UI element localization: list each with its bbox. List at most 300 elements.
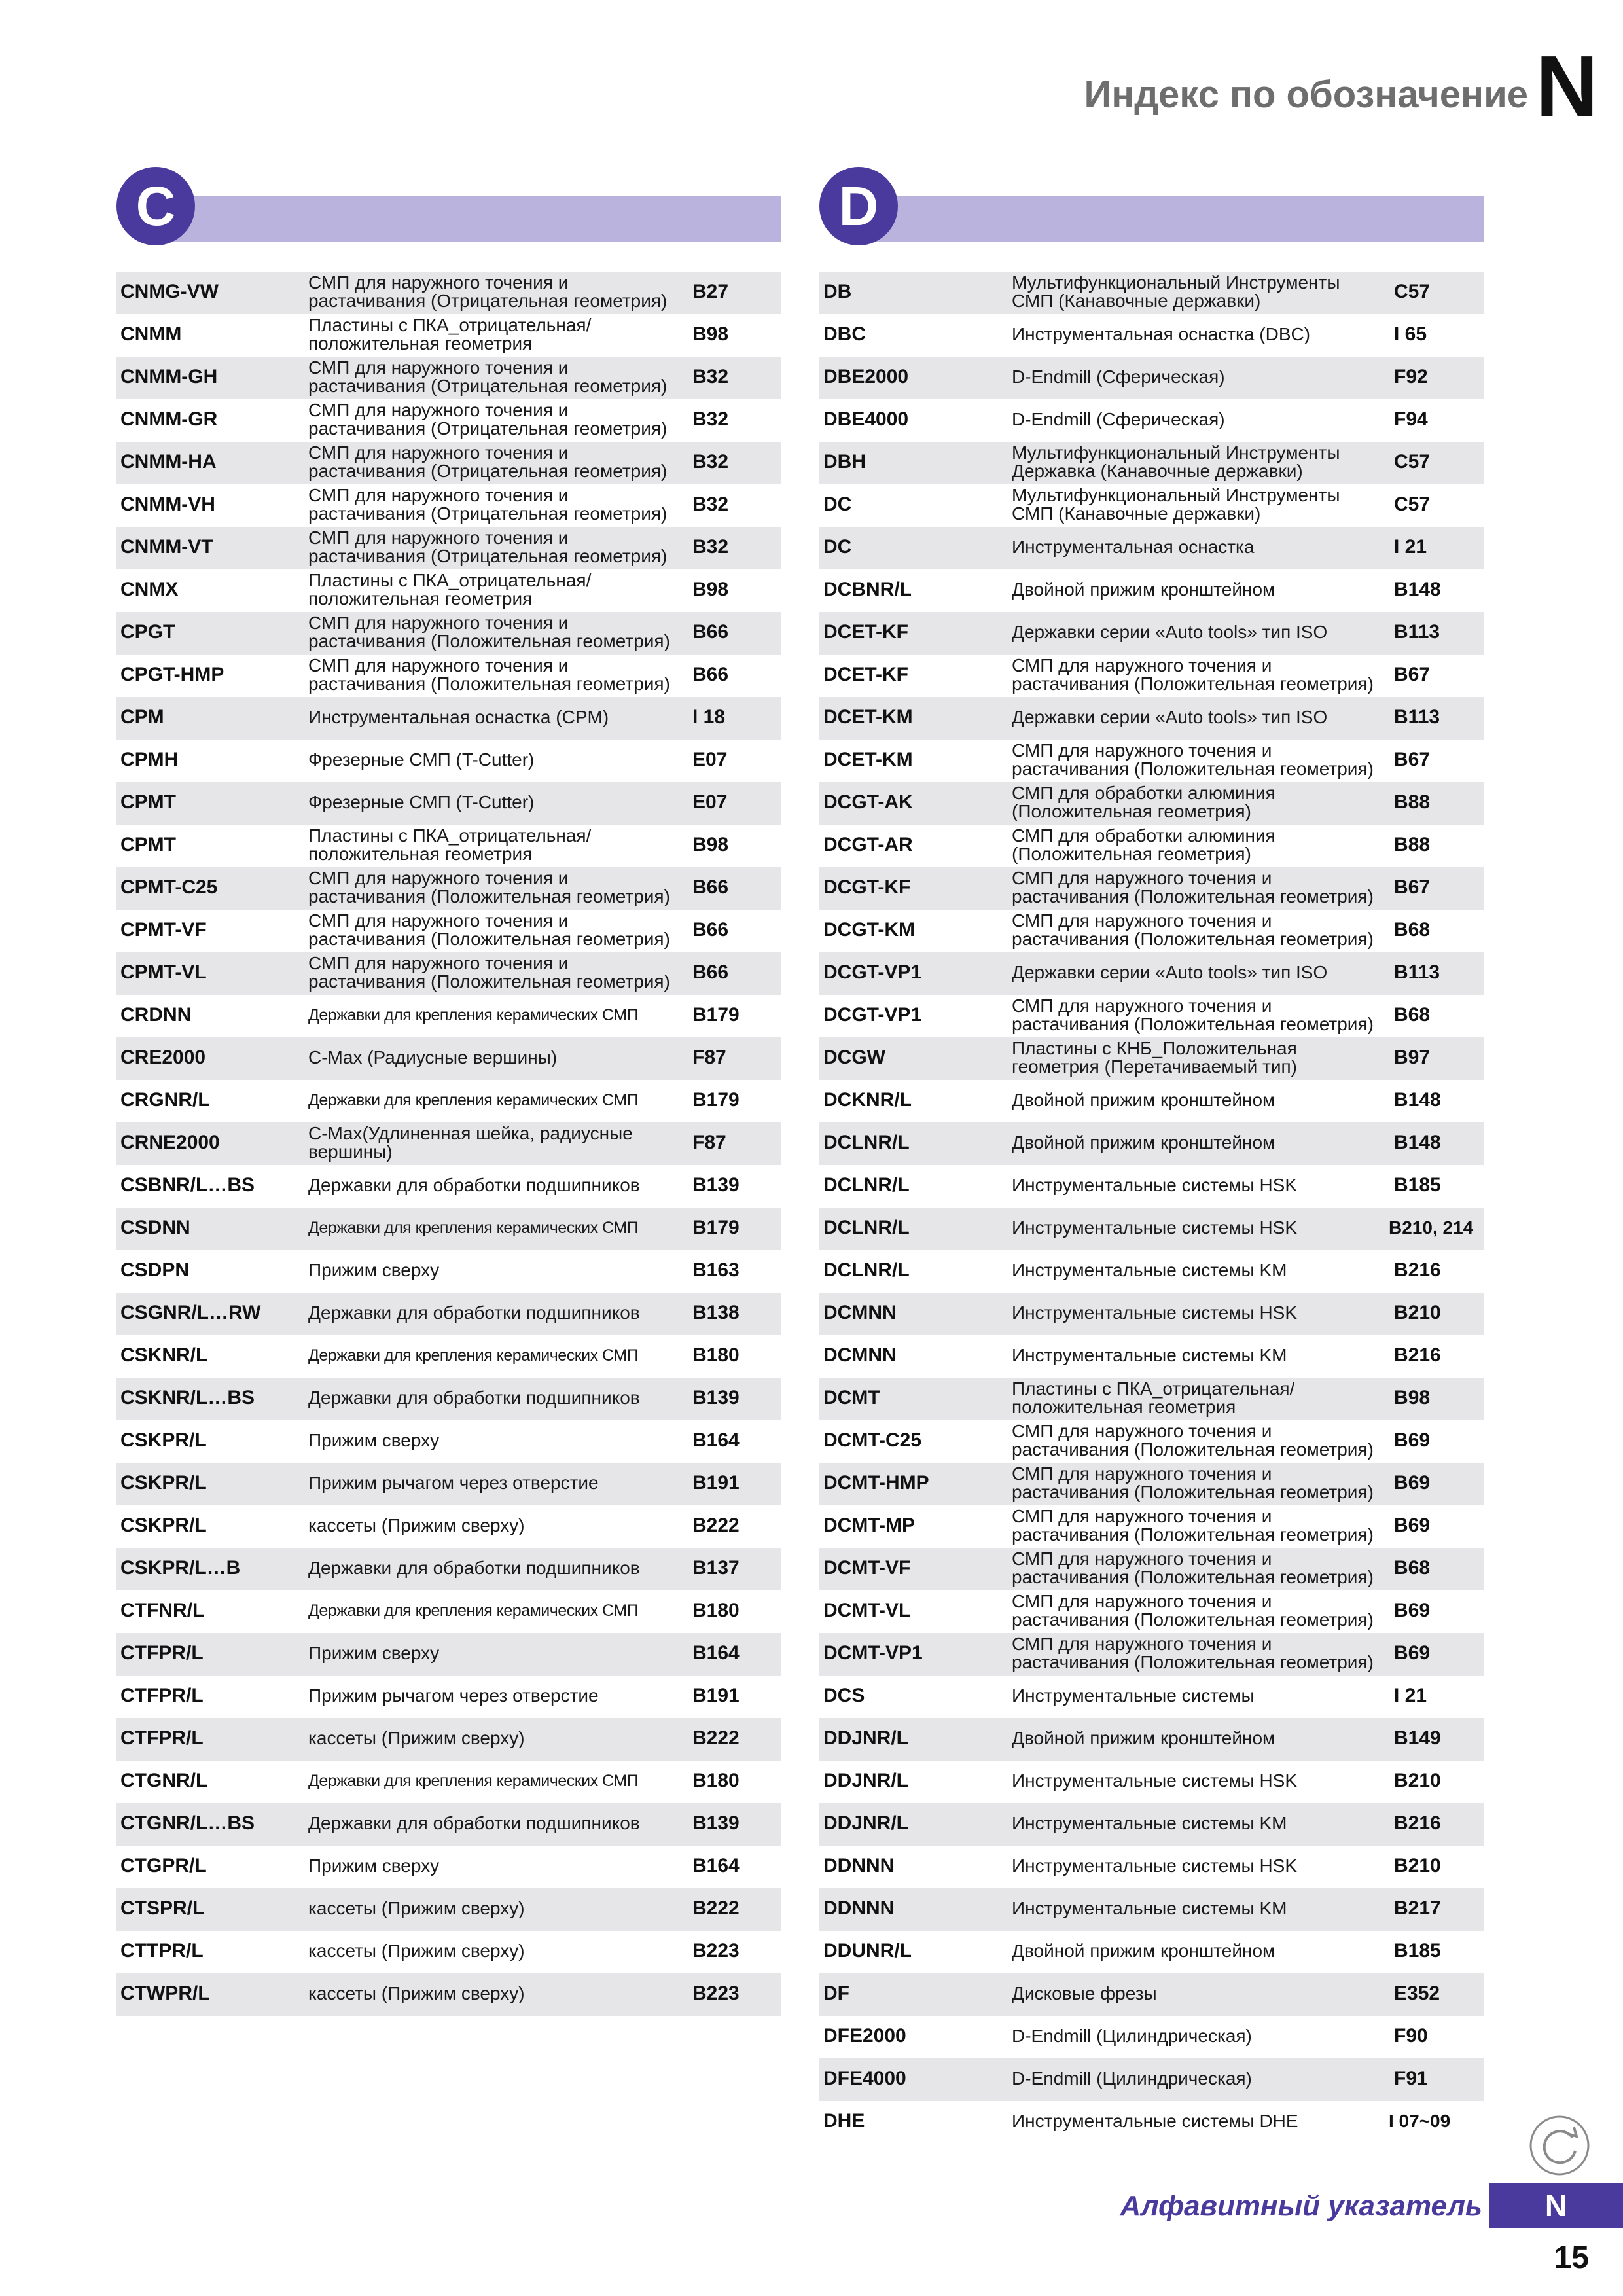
designation-code: CPM (120, 706, 164, 728)
product-description: Державки для крепления керамических СМП (308, 1218, 639, 1237)
product-description: Инструментальные системы HSK (1012, 1174, 1298, 1195)
product-description: СМП для наружного точения и растачивания (Отрицательная геометрия) (308, 272, 668, 311)
designation-code: CRNE2000 (120, 1132, 220, 1153)
table-row (819, 1208, 1484, 1250)
table-row (116, 1037, 781, 1080)
product-description: Мультифункциональный Инструменты СМП (Канавочные державки) (1012, 484, 1340, 524)
page-reference: B222 (692, 1515, 740, 1536)
table-row (819, 1888, 1484, 1931)
product-description: Пластины с ПКА_отрицательная/ положительная геометрия (308, 569, 592, 609)
table-row (116, 1590, 781, 1633)
product-description: СМП для наружного точения и растачивания (Положительная геометрия) (1012, 1633, 1374, 1672)
designation-code: DBH (823, 451, 866, 473)
table-row (116, 952, 781, 995)
page-reference: B139 (692, 1174, 740, 1196)
table-row (819, 272, 1484, 314)
designation-code: DCGT-AR (823, 834, 913, 855)
page-reference: E352 (1394, 1982, 1440, 2004)
product-description: Инструментальные системы HSK (1012, 1770, 1298, 1791)
product-description: кассеты (Прижим сверху) (308, 1982, 525, 2003)
designation-code: CTFPR/L (120, 1642, 204, 1664)
designation-code: CTGNR/L (120, 1770, 208, 1791)
footer-title: Алфавитный указатель (1120, 2190, 1482, 2222)
page-reference: B67 (1394, 876, 1431, 898)
page-reference: I 21 (1394, 1685, 1427, 1706)
table-row (819, 1548, 1484, 1590)
product-description: СМП для наружного точения и растачивания (Положительная геометрия) (1012, 995, 1374, 1034)
product-description: Прижим сверху (308, 1259, 440, 1280)
product-description: кассеты (Прижим сверху) (308, 1897, 525, 1918)
product-description: Державки для крепления керамических СМП (308, 1601, 639, 1620)
page-reference: B164 (692, 1855, 740, 1876)
product-description: Инструментальная оснастка (CPM) (308, 706, 609, 727)
designation-code: CPMT-VL (120, 961, 207, 983)
designation-code: DCMNN (823, 1344, 897, 1366)
page-reference: B66 (692, 961, 729, 983)
designation-code: DHE (823, 2110, 865, 2132)
designation-code: DDUNR/L (823, 1940, 912, 1962)
product-description: Инструментальные системы KM (1012, 1259, 1287, 1280)
page-reference: B216 (1394, 1344, 1441, 1366)
page-reference: B32 (692, 366, 729, 387)
table-row (819, 740, 1484, 782)
product-description: Инструментальные системы (1012, 1685, 1255, 1706)
page-reference: C57 (1394, 493, 1431, 515)
page-reference: B222 (692, 1727, 740, 1749)
product-description: СМП для наружного точения и растачивания (Положительная геометрия) (308, 952, 670, 992)
table-row (116, 1931, 781, 1973)
product-description: Двойной прижим кронштейном (1012, 1089, 1275, 1110)
product-description: СМП для обработки алюминия (Положительная геометрия) (1012, 825, 1275, 864)
product-description: СМП для наружного точения и растачивания (Положительная геометрия) (1012, 1463, 1374, 1502)
table-row (819, 782, 1484, 825)
table-row (819, 1761, 1484, 1803)
designation-code: DCMT-VP1 (823, 1642, 923, 1664)
designation-code: DCMT-VL (823, 1600, 911, 1621)
designation-code: CPMT-C25 (120, 876, 218, 898)
table-row (116, 1122, 781, 1165)
designation-code: CRE2000 (120, 1047, 206, 1068)
page-reference: B185 (1394, 1940, 1441, 1962)
table-row (819, 1165, 1484, 1208)
designation-code: CSKNR/L (120, 1344, 208, 1366)
product-description: C-Max(Удлиненная шейка, радиусные вершины) (308, 1122, 633, 1162)
designation-code: DCS (823, 1685, 865, 1706)
designation-code: CRDNN (120, 1004, 192, 1026)
table-row (819, 910, 1484, 952)
table-row (819, 1420, 1484, 1463)
page-reference: B222 (692, 1897, 740, 1919)
table-row (116, 1548, 781, 1590)
designation-code: DCGT-KF (823, 876, 911, 898)
product-description: Прижим сверху (308, 1429, 440, 1450)
designation-code: CTFNR/L (120, 1600, 205, 1621)
product-description: СМП для наружного точения и растачивания (Отрицательная геометрия) (308, 442, 668, 481)
designation-code: DC (823, 536, 852, 558)
product-description: СМП для наружного точения и растачивания (Положительная геометрия) (1012, 740, 1374, 779)
product-description: СМП для наружного точения и растачивания (Положительная геометрия) (1012, 1590, 1374, 1630)
table-row (116, 1293, 781, 1335)
table-row (116, 442, 781, 484)
designation-code: DB (823, 281, 852, 302)
table-row (116, 1846, 781, 1888)
page-reference: B88 (1394, 791, 1431, 813)
page-reference: B68 (1394, 1004, 1431, 1026)
table-row (116, 612, 781, 655)
table-row (116, 1335, 781, 1378)
table-row (116, 1888, 781, 1931)
product-description: Прижим рычагом через отверстие (308, 1685, 599, 1706)
designation-code: DCMT-C25 (823, 1429, 922, 1451)
designation-code: CSKPR/L…B (120, 1557, 241, 1579)
page-reference: B66 (692, 919, 729, 941)
product-description: Дисковые фрезы (1012, 1982, 1157, 2003)
product-description: СМП для наружного точения и растачивания (Положительная геометрия) (1012, 910, 1374, 949)
designation-code: DBE2000 (823, 366, 909, 387)
page-reference: B69 (1394, 1642, 1431, 1664)
table-row (116, 1250, 781, 1293)
designation-code: CNMM-GR (120, 408, 218, 430)
table-row (116, 1165, 781, 1208)
product-description: Державки серии «Auto tools» тип ISO (1012, 961, 1328, 982)
designation-code: DCLNR/L (823, 1132, 910, 1153)
footer-tab: N (1489, 2183, 1623, 2228)
table-row (819, 1378, 1484, 1420)
designation-code: DDJNR/L (823, 1770, 909, 1791)
designation-code: CTSPR/L (120, 1897, 205, 1919)
product-description: Инструментальная оснастка (DBC) (1012, 323, 1311, 344)
table-row (819, 1803, 1484, 1846)
designation-code: DCMT-MP (823, 1515, 915, 1536)
table-row (819, 655, 1484, 697)
product-description: Державки для крепления керамических СМП (308, 1005, 639, 1024)
table-row (116, 782, 781, 825)
designation-code: DDJNR/L (823, 1812, 909, 1834)
page-reference: B210 (1394, 1302, 1441, 1323)
table-row (819, 1335, 1484, 1378)
page-reference: B98 (692, 579, 729, 600)
designation-code: DCGT-AK (823, 791, 913, 813)
table-row (819, 1080, 1484, 1122)
index-table-d (819, 272, 1484, 2144)
designation-code: DCET-KM (823, 749, 913, 770)
table-row (819, 569, 1484, 612)
designation-code: DDNNN (823, 1855, 895, 1876)
header-title: Индекс по обозначение (1084, 73, 1528, 116)
page-reference: B69 (1394, 1472, 1431, 1494)
product-description: D-Endmill (Цилиндрическая) (1012, 2068, 1252, 2089)
product-description: Двойной прижим кронштейном (1012, 1132, 1275, 1153)
page-reference: F92 (1394, 366, 1428, 387)
product-description: кассеты (Прижим сверху) (308, 1940, 525, 1961)
designation-code: DCGW (823, 1047, 885, 1068)
table-row (116, 1378, 781, 1420)
table-row (116, 1803, 781, 1846)
table-row (116, 697, 781, 740)
page-reference: B216 (1394, 1812, 1441, 1834)
product-description: СМП для наружного точения и растачивания (Положительная геометрия) (1012, 1420, 1374, 1460)
table-row (819, 1590, 1484, 1633)
section-c-letter: C (116, 167, 195, 245)
product-description: D-Endmill (Цилиндрическая) (1012, 2025, 1252, 2046)
product-description: C-Max (Радиусные вершины) (308, 1047, 558, 1067)
designation-code: DCGT-VP1 (823, 1004, 922, 1026)
designation-code: DF (823, 1982, 849, 2004)
designation-code: DBC (823, 323, 866, 345)
page-reference: C57 (1394, 451, 1431, 473)
page-reference: B148 (1394, 579, 1441, 600)
table-row (116, 399, 781, 442)
index-table-c (116, 272, 781, 2016)
section-d-letter: D (819, 167, 898, 245)
page-reference: I 18 (692, 706, 726, 728)
product-description: Двойной прижим кронштейном (1012, 1727, 1275, 1748)
designation-code: DDNNN (823, 1897, 895, 1919)
table-row (116, 1505, 781, 1548)
product-description: СМП для наружного точения и растачивания (Положительная геометрия) (308, 867, 670, 906)
page-reference: B179 (692, 1089, 740, 1111)
page-reference: F87 (692, 1132, 726, 1153)
designation-code: DCGT-VP1 (823, 961, 922, 983)
designation-code: CSKPR/L (120, 1472, 207, 1494)
designation-code: CNMM (120, 323, 182, 345)
page-reference: B223 (692, 1940, 740, 1962)
designation-code: DDJNR/L (823, 1727, 909, 1749)
product-description: D-Endmill (Сферическая) (1012, 366, 1225, 387)
product-description: Державки серии «Auto tools» тип ISO (1012, 621, 1328, 642)
product-description: Инструментальные системы KM (1012, 1344, 1287, 1365)
page-reference: B163 (692, 1259, 740, 1281)
product-description: Инструментальные системы KM (1012, 1812, 1287, 1833)
designation-code: CSKNR/L…BS (120, 1387, 255, 1408)
table-row (116, 1718, 781, 1761)
designation-code: DCGT-KM (823, 919, 915, 941)
table-row (819, 952, 1484, 995)
table-row (819, 2101, 1484, 2144)
page-reference: B164 (692, 1429, 740, 1451)
product-description: СМП для наружного точения и растачивания (Отрицательная геометрия) (308, 357, 668, 396)
product-description: Инструментальные системы DHE (1012, 2110, 1298, 2131)
page-reference: B88 (1394, 834, 1431, 855)
product-description: Инструментальные системы KM (1012, 1897, 1287, 1918)
page-reference: B180 (692, 1770, 740, 1791)
designation-code: CPMH (120, 749, 179, 770)
page-reference: B69 (1394, 1429, 1431, 1451)
designation-code: CTTPR/L (120, 1940, 204, 1962)
product-description: Державки для обработки подшипников (308, 1387, 640, 1408)
page-reference: B98 (692, 323, 729, 345)
page-reference: B148 (1394, 1132, 1441, 1153)
designation-code: DFE2000 (823, 2025, 906, 2047)
table-row (819, 1718, 1484, 1761)
table-row (819, 399, 1484, 442)
page-reference: B191 (692, 1685, 740, 1706)
page-reference: B148 (1394, 1089, 1441, 1111)
table-row (819, 825, 1484, 867)
table-row (819, 1973, 1484, 2016)
table-row (116, 569, 781, 612)
page-reference: B67 (1394, 664, 1431, 685)
designation-code: CTFPR/L (120, 1685, 204, 1706)
designation-code: CNMM-VT (120, 536, 213, 558)
page-reference: B210 (1394, 1770, 1441, 1791)
designation-code: CPMT-VF (120, 919, 207, 941)
product-description: кассеты (Прижим сверху) (308, 1515, 525, 1535)
designation-code: CSGNR/L…RW (120, 1302, 261, 1323)
table-row (819, 2016, 1484, 2058)
table-row (116, 1973, 781, 2016)
designation-code: CTGNR/L…BS (120, 1812, 255, 1834)
product-description: Инструментальные системы HSK (1012, 1217, 1298, 1238)
designation-code: DCET-KF (823, 664, 908, 685)
page-reference: I 07~09 (1389, 2111, 1451, 2131)
designation-code: DCET-KM (823, 706, 913, 728)
page-reference: B98 (1394, 1387, 1431, 1408)
page-reference: B68 (1394, 919, 1431, 941)
designation-code: CTWPR/L (120, 1982, 210, 2004)
product-description: Мультифункциональный Инструменты СМП (Канавочные державки) (1012, 272, 1340, 311)
page-reference: B66 (692, 664, 729, 685)
page-reference: B210, 214 (1389, 1217, 1474, 1238)
page-reference: E07 (692, 749, 728, 770)
table-row (819, 1250, 1484, 1293)
designation-code: CSDPN (120, 1259, 190, 1281)
product-description: Прижим сверху (308, 1855, 440, 1876)
product-description: Двойной прижим кронштейном (1012, 579, 1275, 600)
designation-code: DFE4000 (823, 2068, 906, 2089)
page-reference: B180 (692, 1600, 740, 1621)
page-reference: B97 (1394, 1047, 1431, 1068)
product-description: Пластины с КНБ_Положительная геометрия (Перетачиваемый тип) (1012, 1037, 1297, 1077)
product-description: Пластины с ПКА_отрицательная/ положительная геометрия (1012, 1378, 1295, 1417)
designation-code: DCET-KF (823, 621, 908, 643)
designation-code: CNMX (120, 579, 179, 600)
table-row (116, 1208, 781, 1250)
product-description: СМП для наружного точения и растачивания (Отрицательная геометрия) (308, 484, 668, 524)
table-row (116, 484, 781, 527)
page-reference: B66 (692, 876, 729, 898)
page-reference: B113 (1394, 706, 1440, 728)
page-number: 15 (1554, 2240, 1589, 2275)
product-description: Державки для обработки подшипников (308, 1302, 640, 1323)
section-c-header (116, 167, 781, 265)
designation-code: CNMG-VW (120, 281, 219, 302)
designation-code: CPMT (120, 791, 176, 813)
table-row (116, 272, 781, 314)
designation-code: CTGPR/L (120, 1855, 207, 1876)
table-row (116, 995, 781, 1037)
page-reference: C57 (1394, 281, 1431, 302)
designation-code: DCMT-HMP (823, 1472, 929, 1494)
product-description: Пластины с ПКА_отрицательная/ положительная геометрия (308, 825, 592, 864)
table-row (819, 1293, 1484, 1335)
page-reference: I 65 (1394, 323, 1427, 345)
designation-code: CPGT (120, 621, 175, 643)
page-reference: B66 (692, 621, 729, 643)
designation-code: CSDNN (120, 1217, 190, 1238)
table-row (819, 1505, 1484, 1548)
product-description: Фрезерные СМП (T-Cutter) (308, 791, 535, 812)
table-row (116, 910, 781, 952)
page-reference: B179 (692, 1217, 740, 1238)
product-description: СМП для наружного точения и растачивания (Положительная геометрия) (1012, 1505, 1374, 1545)
table-row (819, 867, 1484, 910)
product-description: Державки для обработки подшипников (308, 1812, 640, 1833)
page-reference: F91 (1394, 2068, 1428, 2089)
page-reference: B69 (1394, 1600, 1431, 1621)
product-description: СМП для наружного точения и растачивания (Положительная геометрия) (308, 612, 670, 651)
designation-code: CNMM-HA (120, 451, 217, 473)
product-description: Мультифункциональный Инструменты Державка (Канавочные державки) (1012, 442, 1340, 481)
designation-code: DC (823, 493, 852, 515)
product-description: Прижим рычагом через отверстие (308, 1472, 599, 1493)
page-reference: B223 (692, 1982, 740, 2004)
page-reference: E07 (692, 791, 728, 813)
table-row (116, 1080, 781, 1122)
page-reference: B185 (1394, 1174, 1441, 1196)
table-row (116, 825, 781, 867)
product-description: СМП для наружного точения и растачивания (Отрицательная геометрия) (308, 527, 668, 566)
page-reference: B139 (692, 1387, 740, 1408)
section-d-band (859, 196, 1484, 242)
table-row (819, 1122, 1484, 1165)
page-reference: B69 (1394, 1515, 1431, 1536)
table-row (819, 697, 1484, 740)
designation-code: CRGNR/L (120, 1089, 210, 1111)
page-reference: B179 (692, 1004, 740, 1026)
product-description: Державки для крепления керамических СМП (308, 1771, 639, 1790)
product-description: Державки для обработки подшипников (308, 1174, 640, 1195)
product-description: СМП для наружного точения и растачивания (Положительная геометрия) (1012, 867, 1374, 906)
page-reference: B180 (692, 1344, 740, 1366)
page-reference: B139 (692, 1812, 740, 1834)
table-row (116, 1420, 781, 1463)
product-description: СМП для наружного точения и растачивания (Положительная геометрия) (308, 910, 670, 949)
table-row (116, 867, 781, 910)
page-reference: B149 (1394, 1727, 1441, 1749)
designation-code: DCKNR/L (823, 1089, 912, 1111)
page-reference: B98 (692, 834, 729, 855)
product-description: Инструментальная оснастка (1012, 536, 1255, 557)
product-description: Державки для крепления керамических СМП (308, 1346, 639, 1365)
product-description: D-Endmill (Сферическая) (1012, 408, 1225, 429)
page-reference: B68 (1394, 1557, 1431, 1579)
page-reference: B210 (1394, 1855, 1441, 1876)
designation-code: DCMT-VF (823, 1557, 911, 1579)
table-row (116, 740, 781, 782)
designation-code: DCLNR/L (823, 1217, 910, 1238)
product-description: Двойной прижим кронштейном (1012, 1940, 1275, 1961)
product-description: Прижим сверху (308, 1642, 440, 1663)
designation-code: CTFPR/L (120, 1727, 204, 1749)
table-row (116, 1761, 781, 1803)
table-row (819, 314, 1484, 357)
product-description: Инструментальные системы HSK (1012, 1302, 1298, 1323)
designation-code: DCMNN (823, 1302, 897, 1323)
product-description: СМП для наружного точения и растачивания (Положительная геометрия) (1012, 655, 1374, 694)
table-row (819, 1676, 1484, 1718)
table-row (116, 357, 781, 399)
product-description: СМП для обработки алюминия (Положительная геометрия) (1012, 782, 1275, 821)
designation-code: DBE4000 (823, 408, 909, 430)
table-row (116, 1676, 781, 1718)
table-row (819, 2058, 1484, 2101)
table-row (116, 655, 781, 697)
product-description: СМП для наружного точения и растачивания (Положительная геометрия) (308, 655, 670, 694)
page-reference: B113 (1394, 961, 1440, 983)
table-row (819, 527, 1484, 569)
product-description: Фрезерные СМП (T-Cutter) (308, 749, 535, 770)
